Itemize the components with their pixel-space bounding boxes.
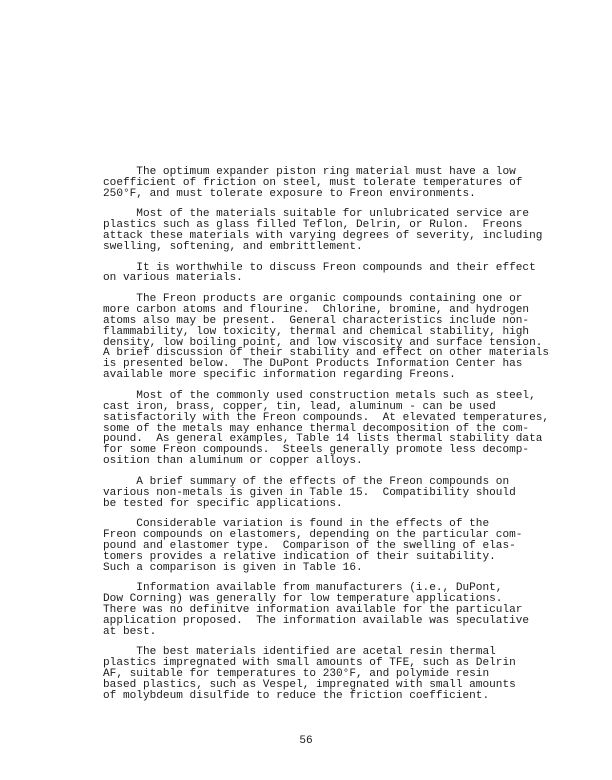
text-line: Dow Corning) was generally for low temperature applications. [103, 593, 503, 606]
paragraph [103, 261, 536, 285]
text-line: AF, suitable for temperatures to 230°F, and polymide resin [103, 668, 490, 681]
text-line: be tested for specific applications. [103, 497, 343, 510]
text-line: various non-metals is given in Table 15. Compatibility should [103, 486, 516, 499]
text-line: Most of the materials suitable for unlubricated service are [103, 208, 530, 221]
text-line: A brief discussion of their stability and effect on other materials [103, 347, 550, 360]
text-line: The Freon products are organic compounds containing one or [103, 292, 523, 305]
text-line: satisfactorily with the Freon compounds. At elevated temperatures, [103, 411, 550, 424]
text-line: application proposed. The information available was speculative [103, 614, 530, 627]
paragraph [103, 477, 523, 510]
text-line: pound and elastomer type. Comparison of the swelling of elas- [103, 539, 516, 552]
paragraph [103, 389, 550, 468]
text-line: cast iron, brass, copper, tin, lead, aluminum - can be used [103, 400, 496, 413]
text-line: more carbon atoms and flourine. Chlorine, bromine, and hydrogen [103, 303, 530, 316]
text-line: atoms also may be present. General characteristics include non- [103, 314, 530, 327]
paragraph [103, 208, 543, 254]
text-line: flammability, low toxicity, thermal and chemical stability, high [103, 325, 530, 338]
text-line: Freon compounds on elastomers, depending on the particular com- [103, 528, 523, 541]
text-line: Considerable variation is found in the effects of the [103, 518, 490, 531]
paragraph [103, 647, 523, 702]
text-line: for some Freon compounds. Steels generally promote less decomp- [103, 444, 530, 457]
text-line: It is worthwhile to discuss Freon compounds and their effect [103, 261, 536, 274]
text-line: The optimum expander piston ring material must have a low [103, 166, 516, 178]
paragraph [103, 582, 530, 638]
text-line: on various materials. [103, 272, 243, 285]
paragraph [103, 167, 523, 200]
text-line: There was no definitve information available for the particular [103, 603, 523, 616]
text-line: 250°F, and must tolerate exposure to Freon environments. [103, 187, 476, 200]
text-line: plastics impregnated with small amounts of TFE, such as Delrin [103, 657, 516, 670]
text-line: based plastics, such as Vespel, impregnated with small amounts [103, 679, 516, 691]
text-line: attack these materials with varying degrees of severity, including [103, 230, 543, 243]
text-line: is presented below. The DuPont Products Information Center has [103, 358, 523, 371]
text-line: density, low boiling point, and low viscosity and surface tension. [103, 336, 543, 349]
text-line: plastics such as glass filled Teflon, Delrin, or Rulon. Freons [103, 219, 523, 232]
page-number: 56 [299, 735, 313, 747]
text-line: pound. As general examples, Table 14 lists thermal stability data [103, 433, 543, 446]
text-line: The best materials identified are acetal resin thermal [103, 646, 496, 659]
text-line: some of the metals may enhance thermal decomposition of the com- [103, 422, 530, 435]
text-line: tomers provides a relative indication of their suitability. [103, 550, 496, 563]
paragraph [103, 519, 523, 574]
text-line: A brief summary of the effects of the Freon compounds on [103, 475, 510, 488]
text-line: osition than aluminum or copper alloys. [103, 455, 363, 468]
text-line: at best. [103, 625, 157, 638]
text-line: Information available from manufacturers (i.e., DuPont, [103, 582, 503, 595]
text-line: of molybdeum disulfide to reduce the friction coefficient. [103, 689, 490, 702]
text-line: available more specific information regarding Freons. [103, 369, 456, 382]
body-text [103, 166, 550, 711]
text-line: swelling, softening, and embrittlement. [103, 241, 363, 254]
paragraph [103, 292, 550, 382]
text-line: Such a comparison is given in Table 16. [103, 561, 363, 574]
text-line: coefficient of friction on steel, must tolerate temperatures of [103, 176, 523, 189]
text-line: Most of the commonly used construction metals such as steel, [103, 389, 536, 402]
